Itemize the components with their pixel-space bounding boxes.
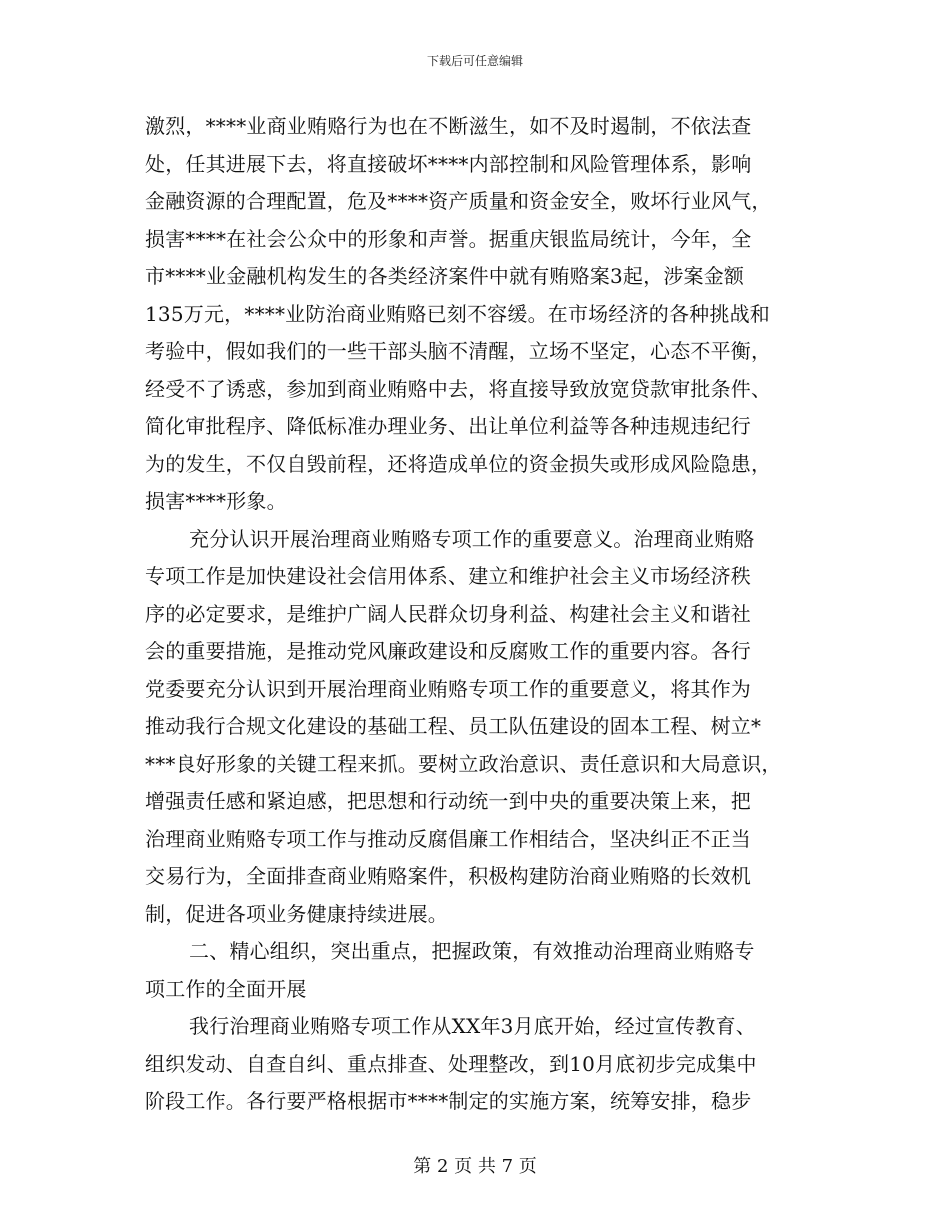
text-line: 简化审批程序、降低标准办理业务、出让单位利益等各种违规违纪行 — [145, 414, 751, 438]
text-line: 制，促进各项业务健康持续进展。 — [145, 901, 448, 926]
paragraph-start-line: 充分认识开展治理商业贿赂专项工作的重要意义。治理商业贿赂 — [189, 526, 755, 551]
text-line: 党委要充分认识到开展治理商业贿赂专项工作的重要意义，将其作为 — [145, 676, 751, 701]
text-line: 增强责任感和紧迫感，把思想和行动统一到中央的重要决策上来，把 — [145, 789, 751, 813]
text-line: 金融资源的合理配置，危及****资产质量和资金安全，败坏行业风气， — [145, 189, 772, 213]
text-line: 损害****在社会公众中的形象和声誉。据重庆银监局统计，今年，全 — [145, 226, 752, 251]
section-heading-line: 二、精心组织，突出重点，把握政策，有效推动治理商业贿赂专 — [189, 939, 755, 963]
document-body — [145, 108, 815, 1121]
text-line: 治理商业贿赂专项工作与推动反腐倡廉工作相结合，坚决纠正不正当 — [145, 826, 751, 851]
page-header-note: 下载后可任意编辑 — [426, 54, 523, 68]
paragraph-start-line: 我行治理商业贿赂专项工作从XX年3月底开始，经过宣传教育、 — [189, 1014, 757, 1038]
text-line: 处，任其进展下去，将直接破坏****内部控制和风险管理体系，影响 — [145, 151, 752, 176]
text-line: 会的重要措施，是推动党风廉政建设和反腐败工作的重要内容。各行 — [145, 639, 751, 663]
text-line: 市****业金融机构发生的各类经济案件中就有贿赂案3起，涉案金额 — [145, 264, 745, 288]
text-line: 推动我行合规文化建设的基础工程、员工队伍建设的固本工程、树立* — [145, 714, 762, 738]
text-line: 专项工作是加快建设社会信用体系、建立和维护社会主义市场经济秩 — [145, 564, 751, 588]
text-line: 经受不了诱惑，参加到商业贿赂中去，将直接导致放宽贷款审批条件、 — [145, 376, 772, 401]
text-line: 阶段工作。各行要严格根据市****制定的实施方案，统筹安排，稳步 — [145, 1089, 752, 1113]
page-number: 第 2 页 共 7 页 — [413, 1156, 537, 1177]
text-line: 考验中，假如我们的一些干部头脑不清醒，立场不坚定，心态不平衡， — [145, 339, 772, 363]
text-line: 交易行为，全面排查商业贿赂案件，积极构建防治商业贿赂的长效机 — [145, 864, 751, 888]
text-line: 序的必定要求，是维护广阔人民群众切身利益、构建社会主义和谐社 — [145, 601, 751, 626]
text-line: ***良好形象的关键工程来抓。要树立政治意识、责任意识和大局意识， — [145, 751, 782, 776]
section-heading-line: 项工作的全面开展 — [145, 976, 307, 1001]
text-line: 135万元，****业防治商业贿赂已刻不容缓。在市场经济的各种挑战和 — [145, 301, 770, 326]
text-line: 为的发生，不仅自毁前程，还将造成单位的资金损失或形成风险隐患， — [145, 451, 772, 476]
text-line: 激烈，****业商业贿赂行为也在不断滋生，如不及时遏制，不依法查 — [145, 114, 752, 138]
text-line: 组织发动、自查自纠、重点排查、处理整改，到10月底初步完成集中 — [145, 1051, 757, 1076]
text-line: 损害****形象。 — [145, 489, 287, 513]
